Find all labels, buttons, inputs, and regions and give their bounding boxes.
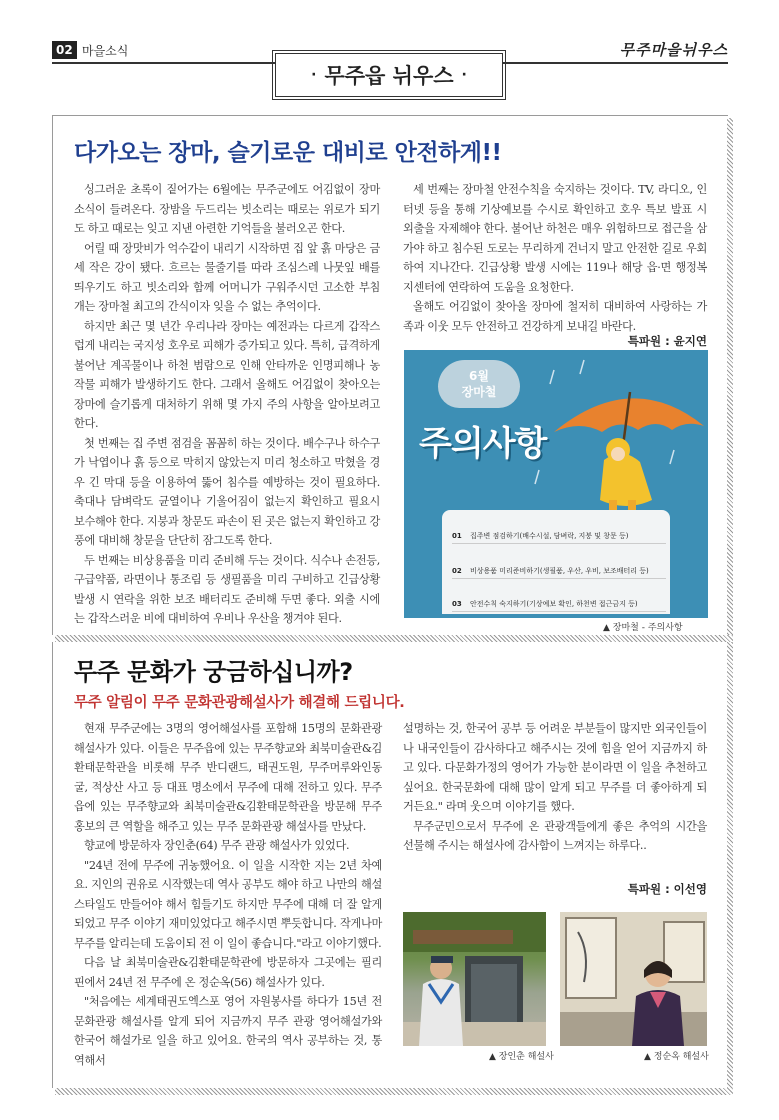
guide-photo-jang	[403, 912, 546, 1046]
article-divider	[55, 635, 733, 642]
article2-byline: 특파원 : 이선영	[627, 882, 707, 896]
photo1-caption: ▲ 장인춘 해설사	[489, 1052, 554, 1062]
guide-photo-jeong	[560, 912, 707, 1046]
paragraph: 향교에 방문하자 장인춘(64) 무주 관광 해설사가 있었다.	[84, 839, 350, 852]
masthead-dot-right: ·	[461, 67, 467, 83]
paragraph: 첫 번째는 집 주변 점검을 꼼꼼히 하는 것이다. 배수구나 하수구가 낙엽이나 흙 등으로 막히지 않았는지 미리 청소하고 막혔을 경우 긴 막대 등을 이용하여 뚫어 침수를 예방하는 것이 필요하다. 축대나 담벼락도 균열이나 기울어짐이 없는지 확인하고 필요시 보수해야 한다. 지붕과 창문도 파손이 된 곳은 없는지 확인하고 강풍에 대비해 창문을 단단히 잠그도록 한다.	[74, 436, 380, 547]
checklist-item	[452, 528, 666, 544]
bottom-divider	[55, 1088, 733, 1095]
infographic-caption: ▲ 장마철 - 주의사항	[603, 623, 683, 633]
article2-left-column	[74, 719, 382, 1070]
paragraph: 하지만 최근 몇 년간 우리나라 장마는 예전과는 다르게 갑작스럽게 내리는 국지성 호우로 피해가 증가되고 있다. 특히, 급격하게 불어난 계곡물이나 하천 범람으로 인해 안타까운 인명피해나 농작물 피해가 발생하기도 한다. 그래서 올해도 어김없이 찾아오는 장마에 슬기롭게 대처하기 위해 몇 가지 주의 사항을 알아보려고 한다.	[74, 319, 380, 430]
masthead-title: 무주읍 뉘우스	[324, 64, 454, 88]
paragraph: 다음 날 최북미술관&김환태문학관에 방문하자 그곳에는 필리핀에서 24년 전 무주에 온 정순옥(56) 해설사가 있다.	[74, 956, 382, 989]
guide-photo-jang-image	[403, 912, 546, 1046]
article1-frame-shadow	[727, 118, 733, 638]
article1-left-column	[74, 180, 380, 629]
rainy-season-infographic	[404, 350, 708, 618]
paragraph: 어릴 때 장맛비가 억수같이 내리기 시작하면 집 앞 흙 마당은 금세 작은 강이 됐다. 흐르는 물줄기를 따라 조심스레 나뭇잎 배를 띄우기도 하고 빗소리와 함께 어머니가 구워주시던 고소한 부침개는 장마철 최고의 간식이자 잊을 수 없는 추억이다.	[74, 241, 380, 313]
paragraph: 올해도 어김없이 찾아올 장마에 철저히 대비하여 사랑하는 가족과 이웃 모두 안전하고 건강하게 보내길 바란다.	[403, 300, 707, 333]
checklist-number: 02	[452, 567, 462, 575]
badge-season: 장마철	[461, 385, 497, 399]
infographic-headline: 주의사항	[419, 424, 547, 464]
checklist-text: 집주변 점검하기(배수시설, 담벼락, 지붕 및 창문 등)	[470, 532, 629, 540]
paragraph: 싱그러운 초록이 짙어가는 6월에는 무주군에도 어김없이 장마 소식이 들려온다. 장밤을 두드리는 빗소리는 때로는 위로가 되기도 하고 때로는 잊고 지낸 아련한 기억들을 불러오곤 한다.	[74, 183, 380, 235]
brand-logo: 무주마을뉘우스	[619, 41, 728, 59]
article2-subtitle: 무주 알림이 무주 문화관광해설사가 해결해 드립니다.	[74, 695, 405, 711]
paragraph: 설명하는 것, 한국어 공부 등 어려운 부분들이 많지만 외국인들이나 내국인들이 감사하다고 해주시는 것에 힘을 얻어 지금까지 하고 있다. 다문화가정의 영어가 가능한 분이라면 이 일을 추천하고 싶어요. 한국문화에 대해 많이 알게 되고 무주를 더 좋아하게 되거든요." 라며 웃으며 이야기를 했다.	[403, 722, 707, 813]
paragraph: 두 번째는 비상용품을 미리 준비해 두는 것이다. 식수나 손전등, 구급약품, 라면이나 통조림 등 생필품을 미리 구비하고 긴급상황 발생 시 연락을 위한 보조 배터리도 준비해 두면 좋다. 외출 시에는 갑작스러운 비에 대비하여 우비나 우산을 챙겨야 된다.	[74, 553, 380, 625]
paragraph: "처음에는 세계태권도엑스포 영어 자원봉사를 하다가 15년 전 문화관광 해설사를 알게 되어 지금까지 무주 관광 영어해설가와 한국어 해설가로 일을 하고 있어요. 한국의 역사 공부하는 것, 통역해서	[74, 995, 382, 1067]
paragraph: 현재 무주군에는 3명의 영어해설사를 포함해 15명의 문화관광 해설사가 있다. 이들은 무주읍에 있는 무주향교와 최북미술관&김환태문학관을 비롯해 무주 반디랜드, 태권도원, 무주머루와인동굴, 적상산 사고 등 대표 명소에서 무주에 대해 전하고 있다. 무주읍에 있는 무주향교와 최북미술관&김환태문학관을 방문해 무주 홍보의 큰 역할을 해주고 있는 무주 문화관광 해설사를 만났다.	[74, 722, 382, 833]
checklist-item	[452, 596, 666, 612]
section-name: 마을소식	[82, 44, 129, 58]
article2-frame-shadow	[727, 642, 733, 1088]
photo2-caption: ▲ 정순옥 해설사	[644, 1052, 709, 1062]
checklist-text: 안전수칙 숙지하기(기상예보 확인, 하천변 접근금지 등)	[470, 600, 638, 608]
checklist-item	[452, 563, 666, 579]
article1-byline: 특파원 : 윤지연	[627, 334, 707, 348]
masthead	[275, 53, 503, 97]
article2-title: 무주 문화가 궁금하십니까?	[74, 658, 353, 686]
checklist-number: 03	[452, 600, 462, 608]
paragraph: 무주군민으로서 무주에 온 관광객들에게 좋은 추억의 시간을 선물해 주시는 해설사에 감사함이 느껴지는 하루다..	[403, 819, 707, 852]
article2-right-column	[403, 719, 707, 856]
checklist-text: 비상용품 미리준비하기(생필품, 우산, 우비, 보조배터리 등)	[470, 567, 649, 575]
guide-photo-jeong-image	[560, 912, 707, 1046]
article1-right-column	[403, 180, 707, 336]
paragraph: 세 번째는 장마철 안전수칙을 숙지하는 것이다. TV, 라디오, 인터넷 등을 통해 기상예보를 수시로 확인하고 호우 특보 발표 시 외출을 자제해야 한다. 불어난 하천은 매우 위험하므로 접근을 삼가야 하고 침수된 도로는 무리하게 건너지 말고 안전한 길로 우회하여 지나간다. 긴급상황 발생 시에는 119나 해당 읍·면 행정복지센터에 연락하여 도움을 요청한다.	[403, 183, 707, 294]
paragraph: "24년 전에 무주에 귀농했어요. 이 일을 시작한 지는 2년 차예요. 지인의 권유로 시작했는데 역사 공부도 해야 하고 나만의 해설 스타일도 만들어야 해서 힘들기도 하지만 무주에 대해 더 잘 알게 되었고 무주 이야기 재미있었다고 해주시면 뿌듯합니다. 작게나마 무주를 알리는데 도움이되 전 이 일이 좋습니다."라고 이야기했다.	[74, 858, 382, 950]
masthead-dot-left: ·	[311, 67, 317, 83]
article1-title: 다가오는 장마, 슬기로운 대비로 안전하게!!	[74, 140, 502, 166]
page-number: 02	[52, 41, 77, 59]
article2-frame	[52, 642, 53, 1088]
badge-month: 6월	[469, 369, 489, 383]
checklist-number: 01	[452, 532, 462, 540]
